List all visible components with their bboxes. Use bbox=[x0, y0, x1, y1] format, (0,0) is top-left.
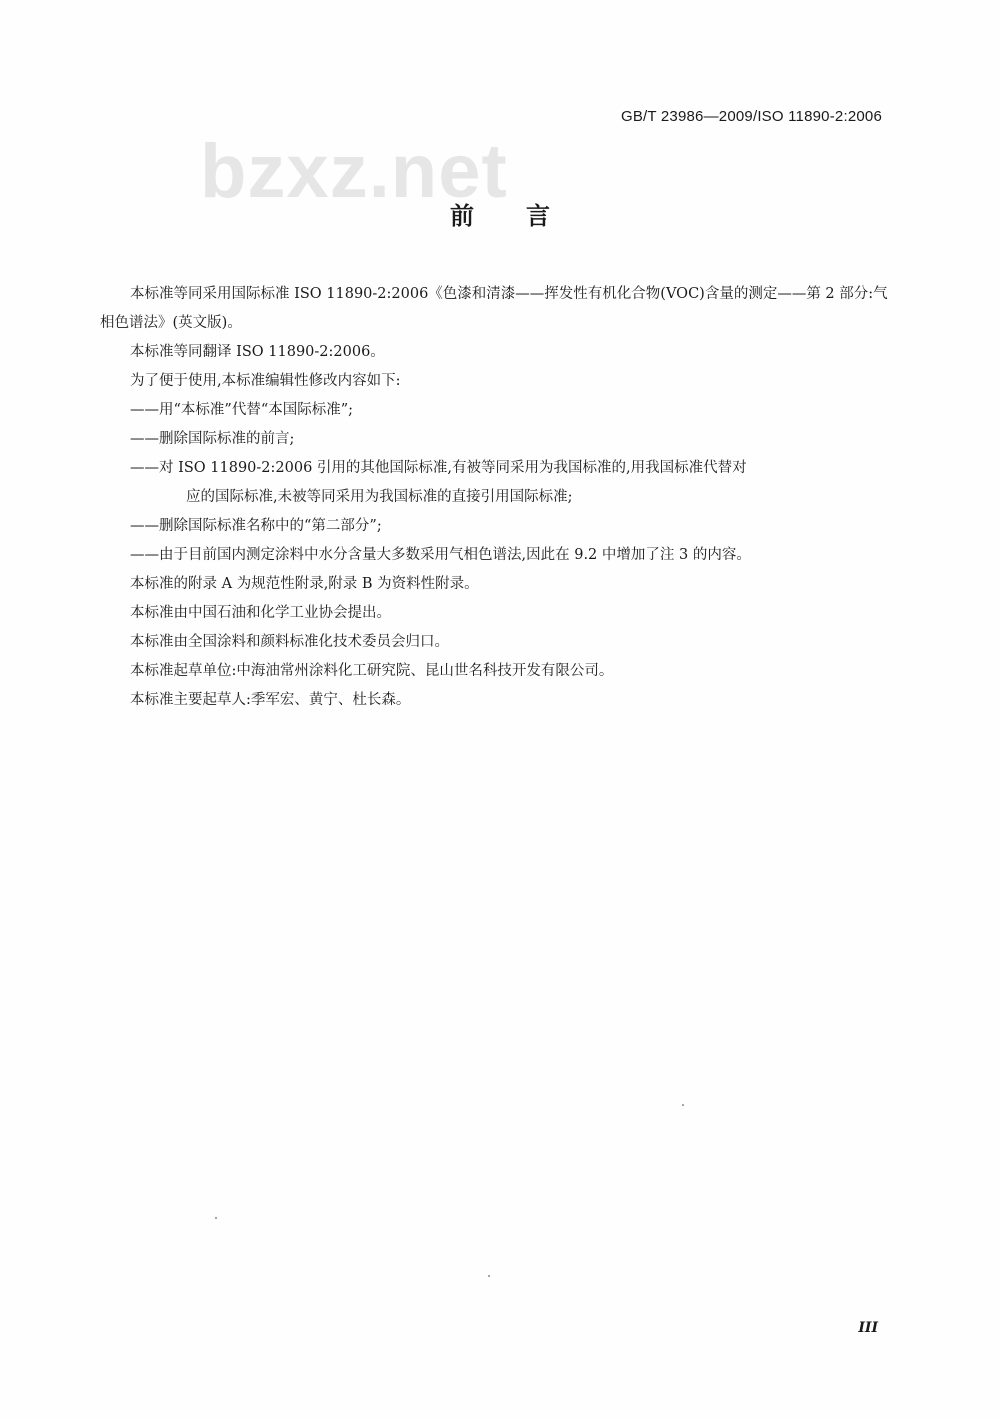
list-item bbox=[100, 396, 890, 425]
scan-speck bbox=[488, 1275, 490, 1277]
paragraph: 本标准等同翻译 ISO 11890-2:2006。 bbox=[130, 344, 385, 360]
page-title: 前言 bbox=[450, 202, 602, 230]
paragraph: 本标准由中国石油和化学工业协会提出。 bbox=[130, 605, 391, 621]
page-number: III bbox=[858, 1320, 878, 1336]
paragraph: 本标准起草单位:中海油常州涂料化工研究院、昆山世名科技开发有限公司。 bbox=[130, 663, 614, 679]
list-item-text: ——删除国际标准的前言; bbox=[130, 431, 295, 447]
paragraph: 本标准由全国涂料和颜料标准化技术委员会归口。 bbox=[130, 634, 449, 650]
paragraph: 本标准主要起草人:季军宏、黄宁、杜长森。 bbox=[130, 692, 411, 708]
foreword-body bbox=[100, 280, 890, 715]
paragraph: 为了便于使用,本标准编辑性修改内容如下: bbox=[130, 373, 401, 389]
list-item bbox=[100, 425, 890, 454]
list-item-text: ——对 ISO 11890-2:2006 引用的其他国际标准,有被等同采用为我国标准的,用我国标准代替对 bbox=[130, 460, 747, 476]
list-item-text: ——用“本标准”代替“本国际标准”; bbox=[130, 402, 354, 418]
list-item bbox=[100, 512, 890, 541]
watermark: bzxz.net bbox=[200, 129, 508, 214]
list-item-continuation: 应的国际标准,未被等同采用为我国标准的直接引用国际标准; bbox=[186, 489, 573, 505]
scan-speck bbox=[682, 1104, 684, 1106]
list-item-text: ——删除国际标准名称中的“第二部分”; bbox=[130, 518, 382, 534]
paragraph: 本标准的附录 A 为规范性附录,附录 B 为资料性附录。 bbox=[130, 576, 479, 592]
list-item bbox=[100, 541, 890, 570]
list-item bbox=[100, 454, 890, 512]
list-item-text: ——由于目前国内测定涂料中水分含量大多数采用气相色谱法,因此在 9.2 中增加了注 3 的内容。 bbox=[130, 547, 751, 563]
paragraph: 本标准等同采用国际标准 ISO 11890-2:2006《色漆和清漆——挥发性有机化合物(VOC)含量的测定——第 2 部分:气相色谱法》(英文版)。 bbox=[100, 286, 888, 331]
standard-code: GB/T 23986—2009/ISO 11890-2:2006 bbox=[620, 108, 882, 125]
scan-speck bbox=[215, 1217, 217, 1219]
